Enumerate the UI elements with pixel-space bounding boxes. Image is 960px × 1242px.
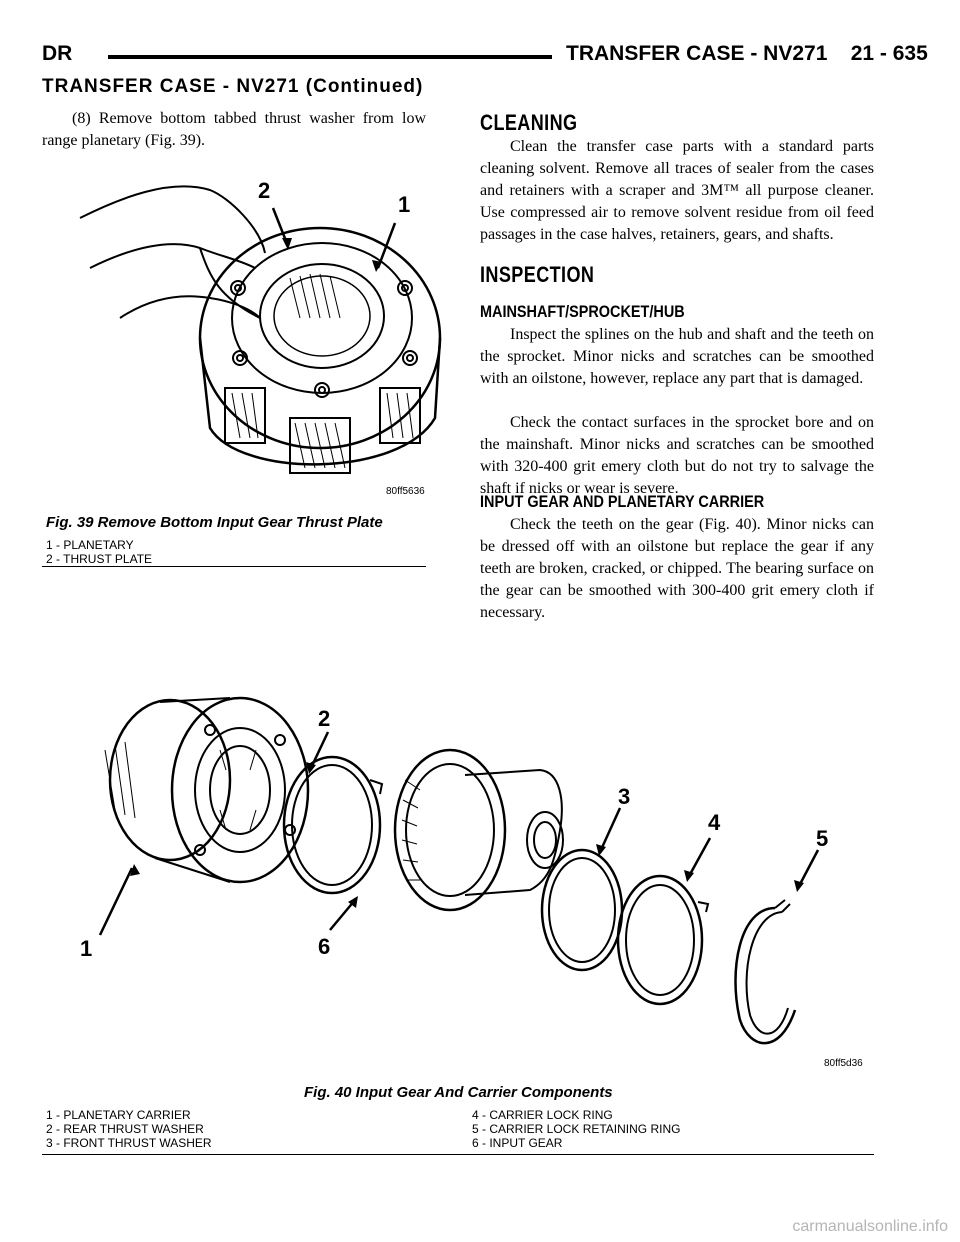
fig40-legend-item: 3 - FRONT THRUST WASHER: [46, 1136, 212, 1150]
cleaning-text: Clean the transfer case parts with a standard parts cleaning solvent. Remove all traces of sealer from the cases and retainers with a scraper and 3M™ all purpose cleaner. Use compressed air to remove solvent residue from oil feed passages in the case halves, retainers, gears, and shafts.: [480, 138, 874, 243]
mainshaft-heading: MAINSHAFT/SPROCKET/HUB: [480, 302, 685, 321]
header-right: TRANSFER CASE - NV271 21 - 635: [566, 42, 928, 65]
header-left: DR: [42, 42, 73, 65]
inspection-heading: INSPECTION: [480, 262, 595, 287]
fig40-legend-item: 2 - REAR THRUST WASHER: [46, 1122, 204, 1136]
fig40-code: 80ff5d36: [824, 1058, 863, 1069]
watermark: carmanualsonline.info: [792, 1218, 948, 1235]
fig39-illustration: [60, 168, 456, 500]
fig40-illustration: [60, 690, 860, 1080]
fig39-legend: [46, 538, 152, 566]
fig40-callout-1: 1: [80, 936, 93, 961]
fig39-callout-2: 2: [258, 178, 271, 203]
fig39-title: Fig. 39 Remove Bottom Input Gear Thrust Plate: [46, 514, 383, 531]
fig40-title: Fig. 40 Input Gear And Carrier Components: [304, 1084, 613, 1101]
fig39-legend-item: 1 - PLANETARY: [46, 538, 134, 552]
fig40-legend-item: 4 - CARRIER LOCK RING: [472, 1108, 613, 1122]
fig40-callout-4: 4: [708, 810, 721, 835]
section-subheader: TRANSFER CASE - NV271 (Continued): [42, 76, 424, 97]
fig40-rule: [42, 1154, 874, 1155]
mainshaft-para-1: Inspect the splines on the hub and shaft and the teeth on the sprocket. Minor nicks and scratches can be smoothed with an oilstone, however, replace any part that is damaged.: [480, 326, 874, 387]
fig40-legend-item: 6 - INPUT GEAR: [472, 1136, 563, 1150]
fig40-callout-2: 2: [318, 706, 331, 731]
fig40-legend-right: [472, 1108, 680, 1150]
header-rule: [108, 55, 552, 59]
fig40-legend-item: 5 - CARRIER LOCK RETAINING RING: [472, 1122, 681, 1136]
step-8-text: (8) Remove bottom tabbed thrust washer from low range planetary (Fig. 39).: [42, 110, 426, 149]
mainshaft-para-2: Check the contact surfaces in the sprocket bore and on the mainshaft. Minor nicks and scratches can be smoothed with 320-400 grit emery cloth but do not try to salvage the shaft if nicks or wear is severe.: [480, 414, 874, 497]
fig40-callout-5: 5: [816, 826, 829, 851]
fig40-legend-item: 1 - PLANETARY CARRIER: [46, 1108, 191, 1122]
fig39-callout-1: 1: [398, 192, 411, 217]
fig39-code: 80ff5636: [386, 486, 425, 497]
fig39-legend-item: 2 - THRUST PLATE: [46, 552, 153, 566]
input-gear-text: Check the teeth on the gear (Fig. 40). Minor nicks can be dressed off with an oilstone but replace the gear if any teeth are broken, cracked, or chipped. The bearing surface on the gear can be smoothed with 300-400 grit emery cloth if necessary.: [480, 516, 874, 621]
fig40-callout-6: 6: [318, 934, 331, 959]
fig40-legend-left: [46, 1108, 212, 1150]
fig40-callout-3: 3: [618, 784, 631, 809]
fig39-rule: [42, 566, 426, 567]
input-gear-heading: INPUT GEAR AND PLANETARY CARRIER: [480, 492, 765, 511]
cleaning-heading: CLEANING: [480, 110, 578, 135]
